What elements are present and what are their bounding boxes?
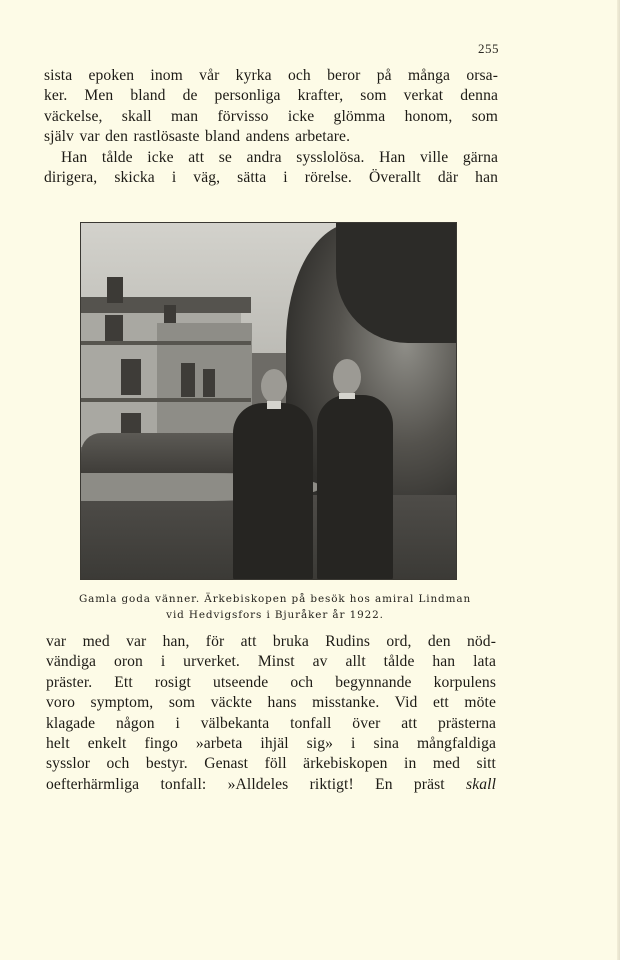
text-line: väckelse, skall man förvisso icke glömma honom, som <box>44 107 498 125</box>
text-line: vändiga oron i urverket. Minst av allt tålde han lata <box>46 653 496 671</box>
photo-chimney <box>107 277 123 303</box>
text-fragment: oefterhärmliga tonfall: »Alldeles riktigt! En präst <box>46 775 445 793</box>
text-line: klagade någon i välbekanta tonfall över att prästerna <box>46 714 496 732</box>
text-line: själv var den rastlösaste bland andens arbetare. <box>44 128 351 146</box>
photo-window <box>121 359 141 395</box>
text-line: Han tålde icke att se andra sysslolösa. Han ville gärna <box>61 148 498 166</box>
photo-window <box>181 363 195 397</box>
photo-man-left <box>233 403 313 580</box>
text-line-last <box>46 775 496 795</box>
text-line: voro symptom, som väckte hans misstanke. Vid ett möte <box>46 694 496 712</box>
photo-head <box>333 359 361 395</box>
photo-window <box>105 315 123 341</box>
text-line: sysslor och bestyr. Genast föll ärkebiskopen in med sitt <box>46 755 496 773</box>
text-line: sista epoken inom vår kyrka och beror på många orsa- <box>44 67 498 84</box>
photo-collar <box>339 393 355 399</box>
text-line: präster. Ett rosigt utseende och begynnande korpulens <box>46 673 496 691</box>
text-line: dirigera, skicka i väg, sätta i rörelse. Överallt där han <box>44 168 498 186</box>
photo-house-band <box>81 341 251 345</box>
photo-caption <box>60 591 490 623</box>
photo-house-band <box>81 398 251 402</box>
photograph <box>80 222 457 580</box>
caption-line: vid Hedvigsfors i Bjuråker år 1922. <box>166 609 384 621</box>
text-line: ker. Men bland de personliga krafter, som verkat denna <box>44 87 498 105</box>
body-text-bottom <box>46 632 496 795</box>
photo-chimney <box>164 305 176 323</box>
page-number: 255 <box>478 41 499 56</box>
body-text-top <box>44 66 498 188</box>
text-line: helt enkelt fingo »arbeta ihjäl sig» i sina mångfaldiga <box>46 734 496 752</box>
caption-line: Gamla goda vänner. Ärkebiskopen på besök hos amiral Lindman <box>78 593 472 605</box>
text-line: var med var han, för att bruka Rudins ord, den nöd- <box>46 633 496 650</box>
photo-window <box>203 369 215 397</box>
photo-head <box>261 369 287 403</box>
italic-word: skall <box>466 775 496 793</box>
photo-collar <box>267 401 281 409</box>
photo-man-right <box>317 395 393 580</box>
